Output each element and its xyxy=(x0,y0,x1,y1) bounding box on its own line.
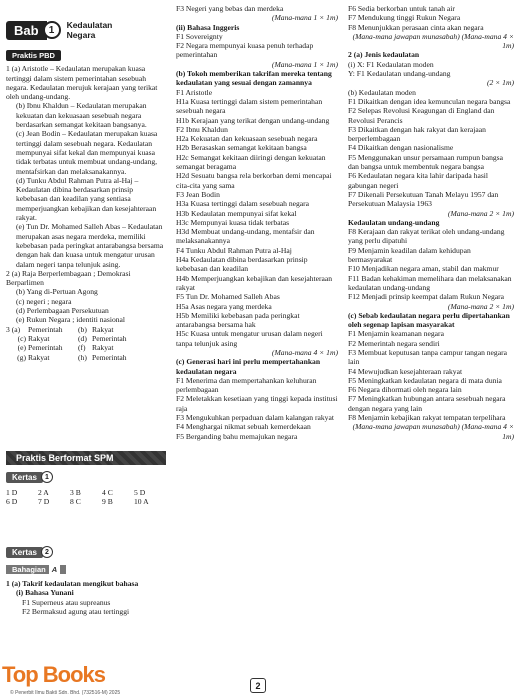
question-heading: (c) Generasi hari ini perlu mempertahankan kedaulatan negara xyxy=(176,357,321,376)
point: F7 Meningkatkan hubungan antara sesebuah negara dengan negara yang lain xyxy=(348,394,506,413)
point: F6 Kedaulatan negara kita lahir daripada hasil gabungan negeri xyxy=(348,171,489,190)
point: H2d Sesuatu bangsa rela berkorban demi mencapai cita-cita yang sama xyxy=(176,171,332,190)
q3-val: Rakyat xyxy=(92,324,114,334)
copyright-text: © Penerbit Ilmu Bakti Sdn. Bhd. (732516-M) 2025 xyxy=(10,690,121,696)
point: F2 Negara mempunyai kuasa penuh terhadap pemerintahan xyxy=(176,41,314,60)
point: H2c Semangat kekitaan diiringi dengan kekuatan semangat beragama xyxy=(176,152,326,172)
sub-heading: (ii) Bahasa Inggeris xyxy=(176,22,240,32)
point: H3d Membuat undang-undang, mentafsir dan melaksanakannya xyxy=(176,227,315,246)
marks: (2 × 1m) xyxy=(486,78,514,88)
answer-3-grid xyxy=(6,325,166,362)
answer-1b: (b) Ibnu Khaldun – Kedaulatan merupakan kekuatan dan kekuasaan sesebuah negara berdasarkan semangat kekitaan bangsanya. xyxy=(16,101,147,130)
mcq-answer: 5 D xyxy=(134,488,146,497)
point: H3b Kedaulatan mempunyai sifat kekal xyxy=(176,208,297,218)
point: F1 Menjamin keamanan negara xyxy=(348,329,444,339)
mcq-answer: 2 A xyxy=(38,488,49,497)
answer-1e: (e) Tun Dr. Mohamed Salleh Abas – Kedaulatan merupakan asas negara merdeka, memiliki kebebasan pada peringkat antarabangsa bersama dengan hak dan kuasa untuk mengatur urusan dalam negeri tanpa telunjuk asing. xyxy=(16,222,164,269)
point: H3c Mempunyai kuasa tidak terbatas xyxy=(176,217,290,227)
point: F3 Membuat keputusan tanpa campur tangan negara lain xyxy=(348,347,507,367)
q3-val: Pemerintah xyxy=(92,352,127,362)
praktis-spm-banner: Praktis Berformat SPM xyxy=(6,451,166,465)
point: F9 Menjamin keadilan dalam kehidupan bermasyarakat xyxy=(348,245,471,265)
marks: (Mana-mana 4 × 1m) xyxy=(271,347,338,357)
q3-key: (c) xyxy=(17,333,26,343)
point: H1b Kerajaan yang terikat dengan undang-undang xyxy=(176,115,330,125)
point: F3 Negeri yang bebas dan merdeka xyxy=(176,4,284,13)
mcq-answer: 8 C xyxy=(70,497,81,506)
point: F8 Menunjukkan perasaan cinta akan negara xyxy=(348,22,484,32)
mcq-answer: 4 C xyxy=(102,488,113,497)
q3-key: (b) xyxy=(78,324,87,334)
q3-key: (f) xyxy=(78,343,86,353)
sub-heading: (b) Kedaulatan moden xyxy=(348,87,416,97)
sub-heading: (i) Bahasa Yunani xyxy=(16,588,74,598)
question-heading: (b) Tokoh memberikan takrifan mereka tentang kedaulatan yang sesuai dengan zamannya xyxy=(176,69,332,88)
point: F4 Dikaitkan dengan nasionalisme xyxy=(348,143,454,153)
mcq-answer: 7 D xyxy=(38,497,50,506)
point: H5a Asas negara yang merdeka xyxy=(176,301,272,311)
mcq-answer: 6 D xyxy=(6,497,18,506)
bab-label: Bab xyxy=(6,21,47,40)
q3-key: (d) xyxy=(78,333,87,343)
marks: (Mana-mana 1 × 1m) xyxy=(271,13,338,23)
topbooks-logo: Top Books xyxy=(2,662,106,687)
kertas-number: 2 xyxy=(41,546,53,558)
answer-2d: (d) Perlembagaan Persekutuan xyxy=(16,306,109,316)
kertas-1-answers xyxy=(6,488,166,506)
q3-val: Pemerintah xyxy=(28,324,63,334)
point: F11 Badan kehakiman memeliharа dan melaksanakan kedaulatan undang-undang xyxy=(348,273,512,292)
point: F6 Sedia berkorban untuk tanah air xyxy=(348,4,455,13)
point: H1a Kuasa tertinggi dalam sistem pemerintahan sesebuah negara xyxy=(176,96,323,116)
point: H5c Kuasa untuk mengatur urusan dalam negeri tanpa telunjuk asing xyxy=(176,329,323,348)
point: F3 Dikaitkan dengan hak rakyat dan kerajaan berperlembagaan xyxy=(348,124,486,144)
question-heading: 1 (a) Takrif kedaulatan mengikut bahasa xyxy=(6,579,139,588)
point: F2 Memerintah negara sendiri xyxy=(348,338,440,348)
column-2 xyxy=(176,4,338,441)
point: F12 Menjadi prinsip keempat dalam Rukun Negara xyxy=(348,292,505,302)
answer-1d: (d) Tunku Abdul Rahman Putra al-Haj – Kedaulatan dibina berdasarkan prinsip kebebasan dan keadilan yang sentiasa memperjuangkan kebajikan dan kesejahteraan rakyat. xyxy=(16,175,157,223)
page-number: 2 xyxy=(250,678,266,693)
point: H4a Kedaulatan dibina berdasarkan prinsip kebebasan dan keadilan xyxy=(176,255,308,274)
marks: (Mana-mana 2 × 1m) xyxy=(447,208,514,218)
mcq-answer: 3 B xyxy=(70,488,81,497)
bahagian-label xyxy=(6,565,66,574)
point: F2 Bermaksud agung atau tertinggi xyxy=(22,606,130,616)
sub-heading: Kedaulatan undang-undang xyxy=(348,217,440,227)
point: F8 Menjamin kebajikan rakyat tempatan terpelihara xyxy=(348,413,506,423)
bahagian-letter: A xyxy=(49,565,60,574)
column-1-tail xyxy=(6,579,166,616)
marks: (Mana-mana 2 × 1m) xyxy=(447,301,514,311)
point: H5b Memiliki kebebasan pada peringkat antarabangsa bersama hak xyxy=(176,310,300,330)
point: F8 Kerajaan dan rakyat terikat oleh undang-undang yang perlu dipatuhi xyxy=(348,227,505,246)
column-3 xyxy=(348,4,514,441)
q3-val: Rakyat xyxy=(28,333,50,343)
marks: (Mana-mana 1 × 1m) xyxy=(271,59,338,69)
point: F5 Menggunakan unsur persamaan rumpun bangsa dan bangsa untuk membentuk negara bangsa xyxy=(348,152,504,172)
point: F4 Mewujudkan kesejahteraan rakyat xyxy=(348,366,463,376)
answer-2e: (e) Rukun Negara ; identiti nasional xyxy=(16,315,126,325)
chapter-title: Kedaulatan Negara xyxy=(66,20,113,40)
point: H4b Memperjuangkan kebajikan dan kesejahteraan rakyat xyxy=(176,273,333,292)
point: F2 Ibnu Khaldun xyxy=(176,124,228,134)
q3-key: 3 (a) xyxy=(6,324,21,334)
point: F1 Dikaitkan dengan idea kemunculan negara bangsa xyxy=(348,96,511,106)
q3-val: Pemerintah xyxy=(92,333,127,343)
question-heading: (c) Sebab kedaulatan negara perlu dipertahankan oleh segenap lapisan masyarakat xyxy=(348,310,510,330)
q3-val: Pemerintah xyxy=(28,343,63,353)
point: Y: F1 Kedaulatan undang-undang xyxy=(348,69,451,79)
q3-val: Rakyat xyxy=(92,343,114,353)
point: F1 Menerima dan mempertahankan keluhuran perlembagaan xyxy=(176,375,317,395)
kertas-number: 1 xyxy=(41,471,53,483)
answer-1c: (c) Jean Bodin – Kedaulatan merupakan kuasa tertinggi dalam sesebuah negara. Kedaulatan mempunyai sifat kekal dan mempunyai kuasa tidak terbatas untuk membuat undang-undang, mentafsirkan dan melaksanakannya. xyxy=(16,129,158,176)
point: F10 Menjadikan negara aman, stabil dan makmur xyxy=(348,264,499,274)
point: (i) X: F1 Kedaulatan moden xyxy=(348,59,434,69)
point: F1 Aristotle xyxy=(176,87,213,97)
bab-number: 1 xyxy=(43,21,61,39)
point: F7 Dikenali Persekutuan Tanah Melayu 1957 dan Persekutuan Malaysia 1963 xyxy=(348,189,499,209)
answer-2c: (c) negeri ; negara xyxy=(16,296,72,306)
answer-2b: (b) Yang di-Pertuan Agong xyxy=(16,287,98,297)
point: F5 Berganding bahu memajukan negara xyxy=(176,431,298,441)
q3-key: (h) xyxy=(78,352,87,362)
point: F2 Meletakkan kesetiaan yang tinggi kepada institusi raja xyxy=(176,394,338,413)
point: F7 Mendukung tinggi Rukun Negara xyxy=(348,13,461,23)
column-1 xyxy=(6,50,166,362)
marks: (Mana-mana jawapan munasabah) (Mana-mana 4 × 1m) xyxy=(352,422,514,441)
kertas-text: Kertas xyxy=(6,547,43,558)
point: F5 Tun Dr. Mohamed Salleh Abas xyxy=(176,292,280,302)
marks: (Mana-mana jawapan munasabah) (Mana-mana 4 × 1m) xyxy=(352,31,514,51)
point: F6 Negara dihormati oleh negara lain xyxy=(348,385,462,395)
praktis-pbd-label: Praktis PBD xyxy=(6,50,61,61)
answer-1a: 1 (a) Aristotle – Kedaulatan merupakan kuasa tertinggi dalam sistem pemerintahan sesebuah negara. Kedaulatan merujuk kerajaan yang terikat oleh undang-undang. xyxy=(6,64,158,102)
point: F4 Tunku Abdul Rahman Putra al-Haj xyxy=(176,245,292,255)
q3-val: Rakyat xyxy=(28,352,50,362)
point: F2 Selepas Revolusi Keagungan di England dan Revolusi Perancis xyxy=(348,106,495,125)
mcq-answer: 10 A xyxy=(134,497,149,506)
mcq-answer: 1 D xyxy=(6,488,18,497)
chapter-header xyxy=(6,20,137,40)
point: H3a Kuasa tertinggi dalam sesebuah negara xyxy=(176,199,310,209)
point: F3 Jean Bodin xyxy=(176,189,220,199)
point: F3 Mengukuhkan perpaduan dalam kalangan rakyat xyxy=(176,413,334,423)
point: F4 Menghargai nikmat sebuah kemerdekaan xyxy=(176,422,311,432)
point: F1 Sovereignty xyxy=(176,31,223,41)
answer-2a: 2 (a) Raja Berperlembagaan ; Demokrasi Berparlimen xyxy=(6,268,131,288)
mcq-answer: 9 B xyxy=(102,497,113,506)
question-heading: 2 (a) Jenis kedaulatan xyxy=(348,50,420,60)
point: F5 Meningkatkan kedaulatan negara di mata dunia xyxy=(348,375,502,385)
q3-key: (g) xyxy=(17,352,26,362)
kertas-text: Kertas xyxy=(6,472,43,483)
point: F1 Superneus atau supreanus xyxy=(22,597,111,607)
kertas-2-label xyxy=(6,546,53,558)
point: H2a Kekuatan dan kekuasaan sesebuah negara xyxy=(176,134,318,144)
q3-key: (e) xyxy=(17,343,26,353)
kertas-1-label xyxy=(6,471,53,483)
bahagian-text: Bahagian xyxy=(12,565,46,574)
point: H2b Berasaskan semangat kekitaan bangsa xyxy=(176,143,307,153)
